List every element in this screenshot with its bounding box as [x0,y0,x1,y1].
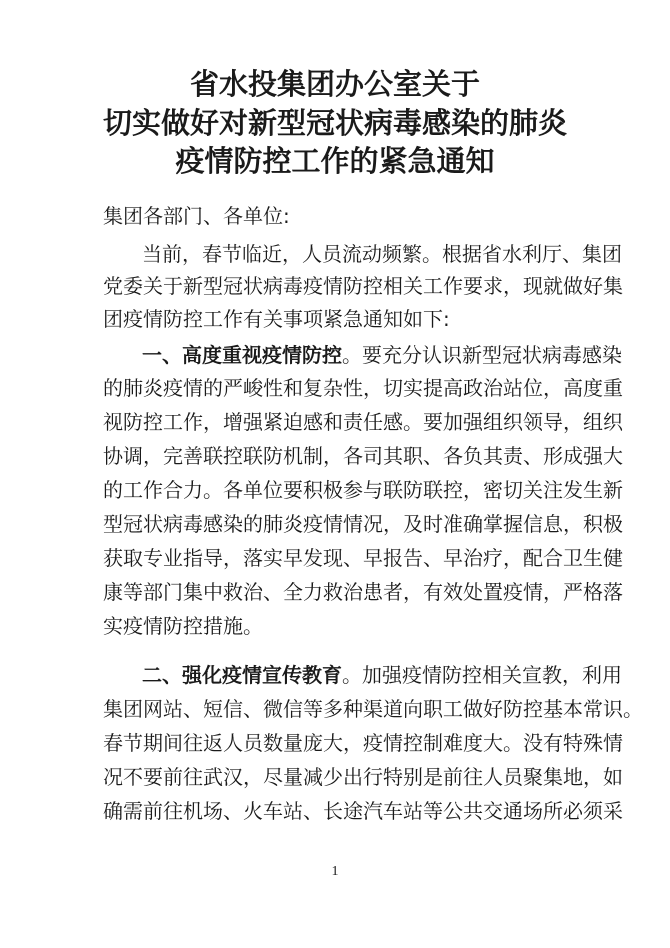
section1-line: 康等部门集中救治、全力救治患者，有效处置疫情，严格落 [103,580,623,604]
title-line-1: 省水投集团办公室关于 [189,67,480,101]
title-line-2: 切实做好对新型冠状病毒感染的肺炎 [102,106,567,140]
section2-first-line [142,660,622,690]
section2-first-line-text: 。加强疫情防控相关宣教，利用 [342,663,622,687]
intro-line-3: 团疫情防控工作有关事项紧急通知如下: [103,307,450,331]
title-line-3: 疫情防控工作的紧急通知 [175,144,495,178]
section2-line: 春节期间往返人员数量庞大，疫情控制难度大。没有特殊情 [103,731,623,755]
section1-line: 视防控工作，增强紧迫感和责任感。要加强组织领导，组织 [103,410,623,434]
section1-line: 的工作合力。各单位要积极参与联防联控，密切关注发生新 [103,478,623,502]
section2-line: 集团网站、短信、微信等多种渠道向职工做好防控基本常识。 [103,697,643,721]
section2-line: 况不要前往武汉，尽量减少出行特别是前往人员聚集地，如 [103,765,623,789]
section2-line: 确需前往机场、火车站、长途汽车站等公共交通场所必须采 [103,799,623,823]
section1-line: 协调，完善联控联防机制，各司其职、各负其责、形成强大 [103,444,623,468]
section1-first-line [142,340,622,370]
salutation: 集团各部门、各单位: [103,204,290,228]
intro-line-2: 党委关于新型冠状病毒疫情防控相关工作要求，现就做好集 [103,274,623,298]
intro-line-1: 当前，春节临近，人员流动频繁。根据省水利厅、集团 [142,242,622,266]
section1-line: 实疫情防控措施。 [103,614,263,638]
section1-heading: 一、高度重视疫情防控 [142,343,342,367]
section2-heading: 二、强化疫情宣传教育 [142,663,342,687]
section1-first-line-text: 。要充分认识新型冠状病毒感染 [342,343,622,367]
section1-line: 型冠状病毒感染的肺炎疫情情况，及时准确掌握信息，积极 [103,512,623,536]
section1-line: 的肺炎疫情的严峻性和复杂性，切实提高政治站位，高度重 [103,376,623,400]
section1-line: 获取专业指导，落实早发现、早报告、早治疗，配合卫生健 [103,546,623,570]
page-number: 1 [331,864,339,879]
